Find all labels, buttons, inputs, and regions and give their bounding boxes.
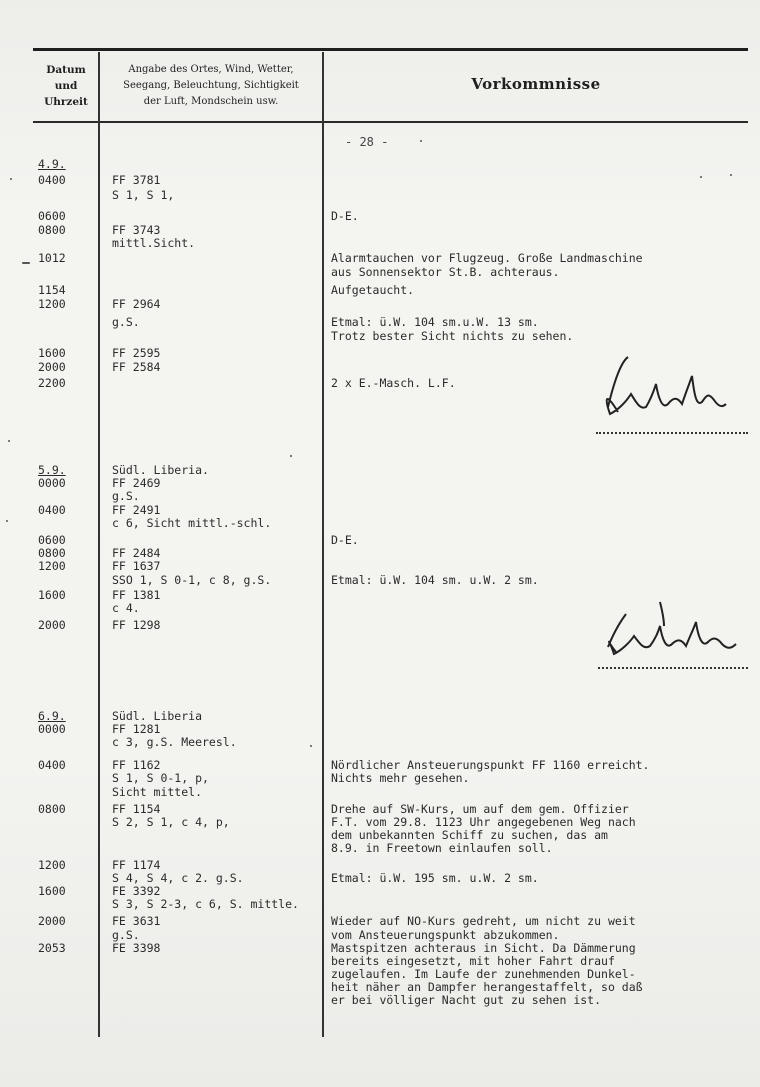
entry-event: Etmal: ü.W. 195 sm. u.W. 2 sm. [331, 871, 539, 886]
entry-time: 0400 [38, 758, 66, 773]
entry-event: aus Sonnensektor St.B. achteraus. [331, 265, 560, 279]
entry-location-weather: c 6, Sicht mittl.-schl. [112, 515, 272, 530]
top-rule [33, 48, 748, 51]
entry-location-weather: FE 3631 [112, 914, 161, 929]
entry-location-weather: Südl. Liberia [112, 709, 203, 723]
entry-location-weather: FF 3743 [112, 223, 161, 237]
header-date-time: Datum und Uhrzeit [44, 64, 88, 108]
entry-location-weather: FF 1381 [112, 587, 161, 602]
entry-event: vom Ansteuerungspunkt abzukommen. [331, 927, 560, 942]
entry-event: bereits eingesetzt, mit hoher Fahrt drauf [331, 953, 615, 968]
entry-time: 2200 [38, 376, 66, 390]
entry-event: Drehe auf SW-Kurs, um auf dem gem. Offizier [331, 801, 629, 816]
entry-location-weather: FE 3392 [112, 884, 161, 899]
entry-location-weather: g.S. [112, 927, 140, 942]
entry-time: 2000 [38, 618, 66, 633]
signature-1 [596, 352, 736, 432]
entry-location-weather: Sicht mittel. [112, 784, 203, 799]
entry-time: 1012 [38, 251, 66, 265]
entry-time: 0000 [38, 476, 66, 491]
entry-location-weather: FF 3781 [112, 173, 161, 187]
entry-event: Nördlicher Ansteuerungspunkt FF 1160 erreicht. [331, 758, 650, 773]
entry-location-weather: FF 1637 [112, 559, 161, 574]
entry-time: 1200 [38, 858, 66, 872]
entry-location-weather: S 2, S 1, c 4, p, [112, 814, 230, 829]
entry-event: D-E. [331, 209, 359, 223]
entry-location-weather: FF 1154 [112, 801, 161, 816]
entry-event: Nichts mehr gesehen. [331, 771, 470, 786]
entry-location-weather: FF 1298 [112, 618, 161, 633]
entry-event: F.T. vom 29.8. 1123 Uhr angegebenen Weg nach [331, 814, 636, 829]
entry-location-weather: c 3, g.S. Meeresl. [112, 735, 237, 750]
entry-time: 2000 [38, 360, 66, 374]
entry-location-weather: FF 2595 [112, 346, 161, 360]
entry-time: 1154 [38, 283, 66, 297]
entry-location-weather: FF 2484 [112, 546, 161, 561]
entry-time: 0600 [38, 533, 66, 547]
entry-time: 0400 [38, 502, 66, 517]
entry-event: heit näher an Dampfer herangestaffelt, so daß [331, 979, 643, 994]
entry-location-weather: FF 2469 [112, 476, 161, 491]
entry-time: 1200 [38, 297, 66, 311]
entry-location-weather: FF 1281 [112, 722, 161, 737]
page-number: - 28 - [345, 135, 389, 149]
entry-event: Trotz bester Sicht nichts zu sehen. [331, 329, 574, 343]
entry-event: Etmal: ü.W. 104 sm. u.W. 2 sm. [331, 572, 539, 587]
signature-2-line [598, 667, 748, 669]
column-divider-1 [98, 52, 100, 1037]
entry-event: 2 x E.-Masch. L.F. [331, 376, 456, 390]
entry-location-weather: FF 2584 [112, 360, 161, 374]
signature-2 [598, 592, 748, 672]
entry-time: 1600 [38, 884, 66, 899]
entry-location-weather: FF 1174 [112, 858, 161, 872]
entry-event: er bei völliger Nacht gut zu sehen ist. [331, 993, 602, 1007]
entry-location-weather: g.S. [112, 315, 140, 329]
entry-location-weather: S 3, S 2-3, c 6, S. mittle. [112, 897, 299, 912]
entry-time: 1200 [38, 559, 66, 574]
entry-location-weather: S 4, S 4, c 2. g.S. [112, 871, 244, 886]
entry-event: Mastspitzen achteraus in Sicht. Da Dämmerung [331, 940, 636, 955]
entry-time: 0600 [38, 209, 66, 223]
entry-location-weather: c 4. [112, 601, 140, 615]
entry-time: 2000 [38, 914, 66, 929]
entry-location-weather: FF 2491 [112, 502, 161, 517]
signature-1-line [596, 432, 748, 434]
entry-event: dem unbekannten Schiff zu suchen, das am [331, 827, 608, 842]
entry-location-weather: FF 2964 [112, 297, 161, 311]
entry-event: Wieder auf NO-Kurs gedreht, um nicht zu weit [331, 914, 636, 929]
entry-time: 0800 [38, 546, 66, 561]
entry-date: 6.9. [38, 709, 66, 723]
entry-location-weather: g.S. [112, 489, 140, 504]
entry-date: 4.9. [38, 157, 66, 171]
entry-location-weather: FE 3398 [112, 940, 161, 955]
column-divider-2 [322, 52, 324, 1037]
entry-event: Aufgetaucht. [331, 283, 415, 297]
entry-event: D-E. [331, 533, 359, 547]
entry-location-weather: FF 1162 [112, 758, 161, 773]
header-events: Vorkommnisse [471, 75, 601, 93]
entry-location-weather: S 1, S 1, [112, 188, 175, 202]
entry-time: 1600 [38, 587, 66, 602]
entry-date: 5.9. [38, 463, 66, 477]
entry-event: zugelaufen. Im Laufe der zunehmenden Dunkel- [331, 966, 636, 981]
entry-location-weather: S 1, S 0-1, p, [112, 771, 209, 786]
entry-location-weather: SSO 1, S 0-1, c 8, g.S. [112, 572, 272, 587]
entry-event: Etmal: ü.W. 104 sm.u.W. 13 sm. [331, 315, 539, 329]
header-location-weather: Angabe des Ortes, Wind, Wetter, Seegang, Beleuchtung, Sichtigkeit der Luft, Mondschein usw. [123, 64, 299, 107]
entry-time: 0400 [38, 173, 66, 187]
entry-time: 0000 [38, 722, 66, 737]
entry-time: 2053 [38, 940, 66, 955]
entry-location-weather: mittl.Sicht. [112, 236, 196, 250]
entry-time: 0800 [38, 801, 66, 816]
entry-location-weather: Südl. Liberia. [112, 463, 209, 477]
entry-time: 1600 [38, 346, 66, 360]
entry-time: 0800 [38, 223, 66, 237]
header-rule [33, 121, 748, 123]
entry-event: Alarmtauchen vor Flugzeug. Große Landmaschine [331, 251, 643, 265]
entry-event: 8.9. in Freetown einlaufen soll. [331, 840, 553, 855]
